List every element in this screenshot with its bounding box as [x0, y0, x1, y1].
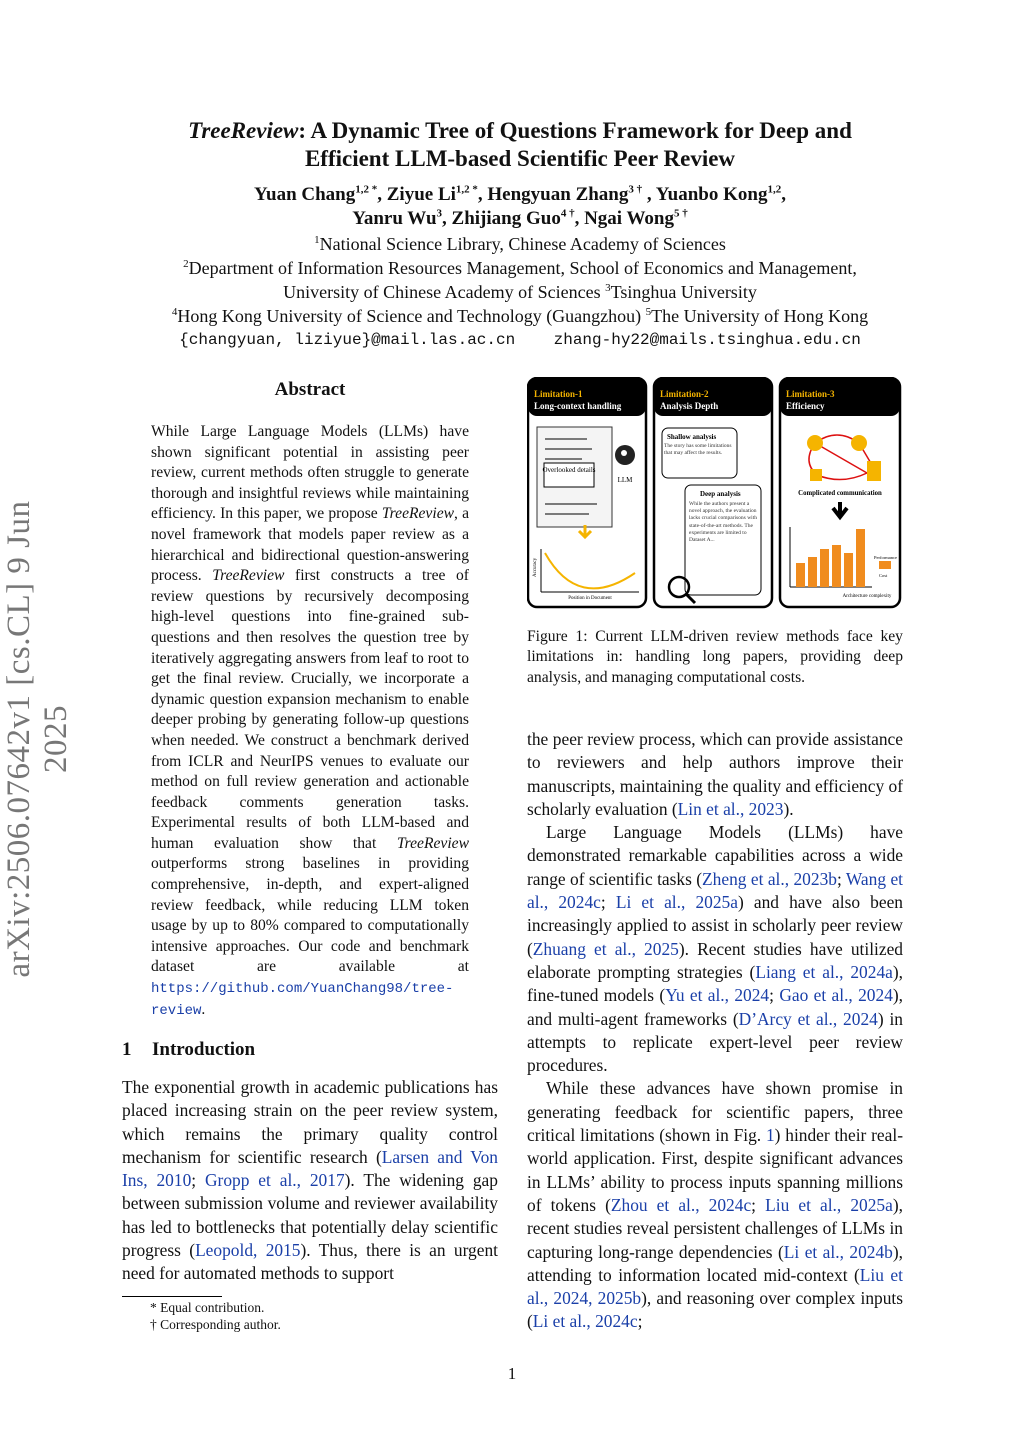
author: Ngai Wong — [584, 208, 675, 229]
panel-title: Limitation-1 — [534, 389, 583, 399]
citation-link[interactable]: Liu et al., 2025a — [765, 1194, 893, 1215]
citation-link[interactable]: Yu et al., 2024 — [665, 985, 770, 1006]
panel-subtitle: Efficiency — [786, 401, 825, 411]
agent-node — [810, 469, 822, 481]
bar — [808, 557, 817, 587]
section-heading: 1 Introduction — [122, 1039, 256, 1060]
svg-text:Deep analysis: Deep analysis — [700, 490, 741, 498]
panel-analysis-depth: Limitation-2 Analysis Depth Shallow analysis The story has some limitations that may affect the results. Deep analysis While the authors present a novel approach, the evaluation lacks crucial comparisons with state-of-the-art methods. The experiments are limited to Dataset A... — [654, 378, 772, 607]
author: Yanru Wu — [352, 208, 437, 229]
citation-link[interactable]: Wang et al., 2024c — [527, 868, 903, 913]
citation-link[interactable]: Lin et al., 2023 — [677, 798, 784, 819]
svg-text:Cost: Cost — [879, 573, 888, 578]
page-number: 1 — [507, 1364, 517, 1383]
author: Hengyuan Zhang — [487, 184, 629, 205]
author-list: Yuan Chang$^{1,2 *}$, Ziyue $Li^{1,2 *}$, Hengyuan Zhang$^{3 \dagger}$ , Yuanbo Kong$^{1,2}$, Yanru Wu$^3$, Zhijiang Guo$^{4 \dagger}$, Ngai Wong$^{5 \dagger}$ — [254, 183, 786, 229]
intro-paragraph: The exponential growth in academic publications has placed increasing strain on the peer review system, which remains the primary quality control mechanism for scientific research (Larsen and Von Ins, 2010; Gropp et al., 2017). The widening gap between submission volume and reviewer availability has led to bottlenecks that potentially delay scientific progress (Leopold, 2015). Thus, there is an urgent need for automated methods to support — [122, 1077, 499, 1284]
arxiv-stamp: arXiv:2506.07642v1 [cs.CL] 9 Jun 2025 — [1, 500, 74, 978]
citation-link[interactable]: Leopold, 2015 — [195, 1240, 301, 1261]
title-italic: TreeReview — [188, 118, 299, 143]
figure-caption: Figure 1: Current LLM-driven review methods face key limitations in: handling long papers, providing deep analysis, and managing computational costs. — [527, 628, 903, 686]
abstract-body: While Large Language Models (LLMs) have shown significant potential in assisting peer review, current methods often struggle to generate thorough and insightful reviews while maintaining efficiency. In this paper, we propose TreeReview, a novel framework that models paper review as a hierarchical and bidirectional question-answering process. TreeReview first constructs a tree of review questions by recursively decomposing high-level questions into fine-grained sub-questions and then resolves the question tree by iteratively aggregating answers from leaf to root to get the final review. Crucially, we incorporate a dynamic question expansion mechanism to enable deeper probing by generating follow-up questions when needed. We construct a benchmark derived from ICLR and NeurIPS venues to evaluate our method on full review generation and actionable feedback comments generation tasks. Experimental results of both LLM-based and human evaluation show that TreeReview outperforms strong baselines in providing comprehensive, in-depth, and expert-aligned review feedback, while reducing LLM token usage by up to 80% compared to computationally intensive approaches. Our code and benchmark dataset are available at https://github.com/YuanChang98/tree-review. — [151, 423, 469, 1019]
figure-1-graphic — [527, 377, 903, 609]
citation-link[interactable]: Li et al., 2025a — [615, 892, 738, 913]
svg-text:Performance: Performance — [874, 555, 897, 560]
agent-node — [867, 461, 881, 481]
bar — [832, 545, 841, 587]
citation-link[interactable]: Zhuang et al., 2025 — [532, 938, 679, 959]
svg-text:Shallow analysis: Shallow analysis — [667, 433, 717, 441]
overlooked-details-label: Overlooked details — [542, 466, 596, 474]
citation-link[interactable]: Larsen and Von Ins, 2010 — [122, 1146, 498, 1191]
paragraph: While these advances have shown promise in generating feedback for scientific papers, three critical limitations (shown in Fig. 1) hinder their real-world application. First, despite significant advances in LLMs’ ability to process inputs spanning millions of tokens (Zhou et al., 2024c; Liu et al., 2025a), recent studies reveal persistent challenges of LLMs in capturing long-range dependencies (Li et al., 2024b), attending to information located mid-context (Liu et al., 2024, 2025b), and reasoning over complex inputs (Li et al., 2024c; — [527, 1078, 903, 1332]
abstract-heading: Abstract — [274, 379, 346, 400]
bar — [844, 553, 853, 587]
footnote-rule — [122, 1296, 222, 1297]
citation-link[interactable]: Liang et al., 2024a — [755, 961, 893, 982]
citation-link[interactable]: Zhou et al., 2024c — [610, 1194, 752, 1215]
agent-node — [851, 435, 867, 451]
citation-link[interactable]: Li et al., 2024b — [783, 1241, 893, 1262]
panel-long-context — [528, 378, 646, 607]
author: Yuan Chang — [254, 184, 356, 205]
bar — [856, 529, 865, 587]
citation-link[interactable]: D’Arcy et al., 2024 — [738, 1008, 878, 1029]
right-column-text — [527, 728, 903, 1334]
citation-link[interactable]: Zheng et al., 2023b — [702, 868, 837, 889]
paper-title: TreeReview: A Dynamic Tree of Questions Framework for Deep and Efficient LLM-based Scientific Peer Review — [188, 118, 852, 171]
panel-title: Limitation-2 — [660, 389, 709, 399]
panel-subtitle: Long-context handling — [534, 401, 622, 411]
panel-title: Limitation-3 — [786, 389, 835, 399]
author: Yuanbo Kong — [655, 184, 768, 205]
email[interactable]: {changyuan, liziyue}@mail.las.ac.cn — [179, 331, 516, 349]
bar — [796, 563, 805, 587]
paragraph: Large Language Models (LLMs) have demonstrated remarkable capabilities across a wide range of scientific tasks (Zheng et al., 2023b; Wang et al., 2024c; Li et al., 2025a) and have also been increasingly applied to assist in scholarly peer review (Zhuang et al., 2025). Recent studies have utilized elaborate prompting strategies (Liang et al., 2024a), fine-tuned models (Yu et al., 2024; Gao et al., 2024), and multi-agent frameworks (D’Arcy et al., 2024) in attempts to replicate expert-level peer review procedures. — [527, 822, 904, 1076]
llm-label: LLM — [617, 476, 633, 484]
footnote: * Equal contribution. — [150, 1300, 265, 1315]
email[interactable]: zhang-hy22@mails.tsinghua.edu.cn — [553, 331, 861, 349]
svg-text:Position in Document: Position in Document — [568, 596, 612, 601]
emails — [80, 328, 960, 352]
paragraph: the peer review process, which can provide assistance to reviewers and help authors improve their manuscripts, maintaining the quality and efficiency of scholarly evaluation (Lin et al., 2023). — [527, 729, 903, 819]
figure-reference-link[interactable]: 1 — [765, 1125, 775, 1146]
complicated-communication-label: Complicated communication — [798, 490, 882, 497]
agent-node — [807, 435, 823, 451]
affiliations: $^1$National Science Library, Chinese Academy of Sciences $^2$Department of Information Resources Management, School of Economics and Management, University of Chinese Academy of Sciences $^3$Tsinghua University $^4$Hong Kong University of Science and Technology (Guangzhou) $^5$The University of Hong Kong {changyuan, liziyue}@mail.las.ac.cn zhang-hy22@mails.tsinghua.edu.cn — [80, 232, 960, 352]
svg-text:Accuracy: Accuracy — [533, 557, 538, 577]
author: Ziyue Li — [386, 184, 456, 205]
svg-text:Architecture complexity: Architecture complexity — [842, 594, 892, 599]
panel-subtitle: Analysis Depth — [660, 401, 719, 411]
code-link[interactable]: https://github.com/YuanChang98/tree-review — [151, 981, 454, 1019]
panel-efficiency — [780, 378, 900, 607]
author: Zhijiang Guo — [451, 208, 561, 229]
footnote: † Corresponding author. — [150, 1317, 281, 1332]
citation-link[interactable]: Gao et al., 2024 — [779, 985, 893, 1006]
citation-link[interactable]: Li et al., 2024c — [532, 1311, 638, 1332]
citation-link[interactable]: Liu et al., 2024, 2025b — [527, 1264, 903, 1309]
figure-1 — [527, 377, 903, 609]
citation-link[interactable]: Gropp et al., 2017 — [204, 1170, 345, 1191]
bar — [820, 549, 829, 587]
